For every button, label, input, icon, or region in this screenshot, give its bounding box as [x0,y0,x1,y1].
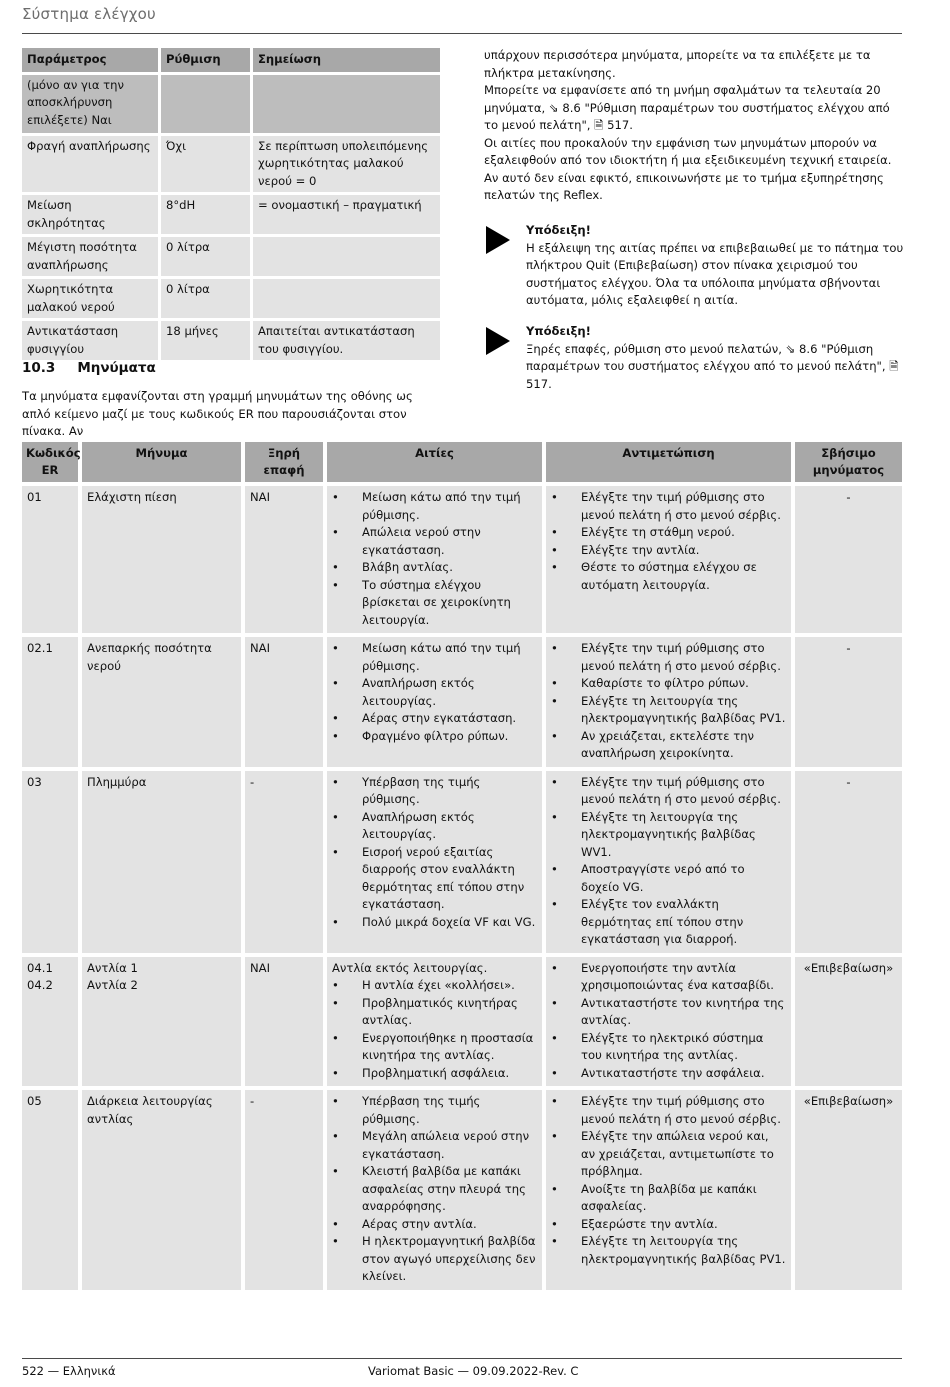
remedy-list [551,960,786,1083]
setting-cell: Όχι [161,136,253,193]
remedy-item: • Εξαερώστε την αντλία. [551,1216,786,1234]
clear-cell: - [795,767,902,953]
parameter-cell: (μόνο αν για την αποσκλήρυνση επιλέξετε) Ναι [22,75,161,133]
messages-table [22,442,902,1290]
cause-item: • Προβληματική ασφάλεια. [332,1065,537,1083]
header-code: Κωδικός ER [22,442,82,482]
remedy-item: • Ελέγξτε την αντλία. [551,542,786,560]
remedy-cell [546,633,795,767]
causes-list [332,977,537,1082]
error-code: 02.1 [27,641,53,655]
cause-item: • Μεγάλη απώλεια νερού στην εγκατάσταση. [332,1128,537,1163]
header-parameter: Παράμετρος [22,48,161,72]
table-row [22,633,902,767]
section-title: Μηνύματα [77,360,156,376]
remedy-item: • Αν χρειάζεται, εκτελέστε την αναπλήρωση χειροκίνητα. [551,728,786,763]
table-row [22,482,902,633]
message-text: Διάρκεια λειτουργίας αντλίας [87,1094,213,1126]
parameter-row [22,195,440,234]
message-cell [82,953,245,1087]
cause-item: • Φραγμένο φίλτρο ρύπων. [332,728,537,746]
remedy-item: • Ελέγξτε τη λειτουργία της ηλεκτρομαγνητικής βαλβίδας WV1. [551,809,786,862]
remedy-item: • Αντικαταστήστε τον κινητήρα της αντλίας. [551,995,786,1030]
note-cell: = ονομαστική – πραγματική [253,195,440,234]
message-text: Ανεπαρκής ποσότητα νερού [87,641,212,673]
clear-cell: - [795,633,902,767]
cause-item: • Η αντλία έχει «κολλήσει». [332,977,537,995]
note-cell: Απαιτείται αντικατάσταση του φυσιγγίου. [253,321,440,360]
dry-contact-cell: ΝΑΙ [245,953,327,1087]
causes-cell [327,633,546,767]
remedy-item: • Ενεργοποιήστε την αντλία χρησιμοποιώντας ένα κατσαβίδι. [551,960,786,995]
setting-cell: 8°dH [161,195,253,234]
setting-cell: 0 λίτρα [161,237,253,276]
note-title: Υπόδειξη! [526,324,591,338]
remedy-item: • Καθαρίστε το φίλτρο ρύπων. [551,675,786,693]
setting-cell [161,75,253,133]
causes-cell [327,482,546,633]
cause-intro: Αντλία εκτός λειτουργίας. [332,960,488,975]
remedy-list [551,489,786,594]
parameter-row [22,75,440,133]
message-cell [82,633,245,767]
causes-list [332,774,537,932]
note-cell [253,75,440,133]
error-code: 01 [27,490,42,504]
remedy-item: • Ελέγξτε την τιμή ρύθμισης στο μενού πελάτη ή στο μενού σέρβις. [551,774,786,809]
header-dry-contact: Ξηρή επαφή [245,442,327,482]
dry-contact-cell: - [245,767,327,953]
remedy-cell [546,767,795,953]
parameter-cell: Φραγή αναπλήρωσης [22,136,161,193]
remedy-cell [546,953,795,1087]
intro-paragraph: Τα μηνύματα εμφανίζονται στη γραμμή μηνυμάτων της οθόνης ως απλό κείμενο μαζί με τους κωδικούς ER που παρουσιάζονται στον πίνακα. Αν [22,389,413,438]
cause-item: • Αναπλήρωση εκτός λειτουργίας. [332,809,537,844]
cause-item: • Απώλεια νερού στην εγκατάσταση. [332,524,537,559]
remedy-item: • Ελέγξτε τη λειτουργία της ηλεκτρομαγνητικής βαλβίδας PV1. [551,1233,786,1268]
header-note: Σημείωση [253,48,440,72]
cause-item: • Εισροή νερού εξαιτίας διαρροής στον εναλλάκτη θερμότητας επί τόπου στην εγκατάσταση. [332,844,537,914]
dry-contact-cell: - [245,1086,327,1290]
arrow-icon [486,327,510,355]
dry-contact-cell: ΝΑΙ [245,482,327,633]
clear-cell: «Επιβεβαίωση» [795,953,902,1087]
header-message: Μήνυμα [82,442,245,482]
remedy-list [551,1093,786,1268]
parameter-row [22,321,440,360]
parameter-cell: Αντικατάσταση φυσιγγίου [22,321,161,360]
setting-cell: 18 μήνες [161,321,253,360]
message-text: Αντλία 2 [87,978,138,992]
page-header-title: Σύστημα ελέγχου [22,5,156,23]
cause-item: • Μείωση κάτω από την τιμή ρύθμισης. [332,489,537,524]
footer-page-language: 522 — Ελληνικά [22,1364,116,1378]
note-title: Υπόδειξη! [526,223,591,237]
error-code: 05 [27,1094,42,1108]
header-remedy: Αντιμετώπιση [546,442,795,482]
parameter-table-header [22,48,440,72]
parameter-cell: Μείωση σκληρότητας [22,195,161,234]
remedy-item: • Ελέγξτε τη στάθμη νερού. [551,524,786,542]
remedy-list [551,640,786,763]
remedy-item: • Ελέγξτε την τιμή ρύθμισης στο μενού πελάτη ή στο μενού σέρβις. [551,489,786,524]
remedy-list [551,774,786,949]
footer-document-info: Variomat Basic — 09.09.2022-Rev. C [368,1364,579,1378]
causes-list [332,1093,537,1286]
note-box [484,323,904,393]
note-cell [253,279,440,318]
message-text: Ελάχιστη πίεση [87,490,177,504]
note-cell [253,237,440,276]
message-cell [82,482,245,633]
remedy-item: • Ελέγξτε τη λειτουργία της ηλεκτρομαγνητικής βαλβίδας PV1. [551,693,786,728]
cause-item: • Πολύ μικρά δοχεία VF και VG. [332,914,537,932]
error-code: 03 [27,774,42,789]
header-causes: Αιτίες [327,442,546,482]
parameter-cell: Μέγιστη ποσότητα αναπλήρωσης [22,237,161,276]
header-divider [22,33,902,34]
cause-item: • Η ηλεκτρομαγνητική βαλβίδα στον αγωγό υπερχείλισης δεν κλείνει. [332,1233,537,1286]
remedy-item: • Ελέγξτε το ηλεκτρικό σύστημα του κινητήρα της αντλίας. [551,1030,786,1065]
footer-divider [22,1358,902,1359]
error-code: 04.2 [27,978,53,992]
remedy-item: • Ανοίξτε τη βαλβίδα με καπάκι ασφαλείας. [551,1181,786,1216]
clear-cell: «Επιβεβαίωση» [795,1086,902,1290]
code-cell [22,953,82,1087]
note-text: Ξηρές επαφές, ρύθμιση στο μενού πελατών, ⇘ 8.6 "Ρύθμιση παραμέτρων του συστήματος ελέγχου από το μενού πελάτη", 🗎 517. [526,341,899,391]
remedy-item: • Αποστραγγίστε νερό από το δοχείο VG. [551,861,786,896]
clear-cell: - [795,482,902,633]
remedy-item: • Αντικαταστήστε την ασφάλεια. [551,1065,786,1083]
cause-item: • Αναπλήρωση εκτός λειτουργίας. [332,675,537,710]
cause-item: • Αέρας στην εγκατάσταση. [332,710,537,728]
parameter-table [22,45,440,363]
table-row [22,953,902,1087]
dry-contact-cell: ΝΑΙ [245,633,327,767]
cause-item: • Αέρας στην αντλία. [332,1216,537,1234]
message-text: Αντλία 1 [87,960,138,975]
note-box [484,222,904,310]
causes-cell [327,767,546,953]
message-cell [82,767,245,953]
cause-item: • Βλάβη αντλίας. [332,559,537,577]
note-cell: Σε περίπτωση υπολειπόμενης χωρητικότητας μαλακού νερού = 0 [253,136,440,193]
section-heading [22,358,156,378]
parameter-row [22,279,440,318]
code-cell [22,633,82,767]
arrow-icon [486,226,510,254]
remedy-item: • Ελέγξτε την απώλεια νερού και, αν χρειάζεται, αντιμετωπίστε το πρόβλημα. [551,1128,786,1181]
code-cell [22,1086,82,1290]
remedy-item: • Ελέγξτε τον εναλλάκτη θερμότητας επί τόπου στην εγκατάσταση για διαρροή. [551,896,786,949]
messages-table-header [22,442,902,482]
causes-list [332,640,537,745]
paragraph: υπάρχουν περισσότερα μηνύματα, μπορείτε να τα επιλέξετε με τα πλήκτρα μετακίνησης. [484,48,871,80]
cause-item: • Μείωση κάτω από την τιμή ρύθμισης. [332,640,537,675]
parameter-row [22,136,440,193]
note-text: Η εξάλειψη της αιτίας πρέπει να επιβεβαιωθεί με το πάτημα του πλήκτρου Quit (Επιβεβαίωση) στον πίνακα χειρισμού του συστήματος ελέγχου. Όλα τα υπόλοιπα μηνύματα σβήνονται αυτόματα, μόλις εξαλειφθεί η αιτία. [526,240,904,307]
remedy-cell [546,1086,795,1290]
table-row [22,1086,902,1290]
paragraph: Οι αιτίες που προκαλούν την εμφάνιση των μηνυμάτων μπορούν να εξαλειφθούν από τον ιδιοκτήτη ή μια εξειδικευμένη τεχνική εταιρεία. Αν αυτό δεν είναι εφικτό, επικοινωνήστε με το τμήμα εξυπηρέτησης πελατών της Reflex. [484,135,892,202]
section-number: 10.3 [22,360,56,376]
header-clear: Σβήσιμο μηνύματος [795,442,902,482]
cause-item: • Το σύστημα ελέγχου βρίσκεται σε χειροκίνητη λειτουργία. [332,577,537,630]
setting-cell: 0 λίτρα [161,279,253,318]
code-cell [22,767,82,953]
remedy-cell [546,482,795,633]
right-column-text [484,47,904,205]
cause-item: • Ενεργοποιήθηκε η προστασία κινητήρα της αντλίας. [332,1030,537,1065]
causes-cell [327,953,546,1087]
remedy-item: • Θέστε το σύστημα ελέγχου σε αυτόματη λειτουργία. [551,559,786,594]
parameter-cell: Χωρητικότητα μαλακού νερού [22,279,161,318]
message-cell [82,1086,245,1290]
cause-item: • Υπέρβαση της τιμής ρύθμισης. [332,774,537,809]
code-cell [22,482,82,633]
remedy-item: • Ελέγξτε την τιμή ρύθμισης στο μενού πελάτη ή στο μενού σέρβις. [551,1093,786,1128]
table-row [22,767,902,953]
header-setting: Ρύθμιση [161,48,253,72]
causes-cell [327,1086,546,1290]
remedy-item: • Ελέγξτε την τιμή ρύθμισης στο μενού πελάτη ή στο μενού σέρβις. [551,640,786,675]
cause-item: • Προβληματικός κινητήρας αντλίας. [332,995,537,1030]
cause-item: • Κλειστή βαλβίδα με καπάκι ασφαλείας στην πλευρά της αναρρόφησης. [332,1163,537,1216]
paragraph: Μπορείτε να εμφανίσετε από τη μνήμη σφαλμάτων τα τελευταία 20 μηνύματα, ⇘ 8.6 "Ρύθμιση παραμέτρων του συστήματος ελέγχου από το μενού πελάτη", 🗎 517. [484,83,890,132]
cause-item: • Υπέρβαση της τιμής ρύθμισης. [332,1093,537,1128]
message-text: Πλημμύρα [87,774,147,789]
error-code: 04.1 [27,960,53,975]
causes-list [332,489,537,629]
parameter-row [22,237,440,276]
